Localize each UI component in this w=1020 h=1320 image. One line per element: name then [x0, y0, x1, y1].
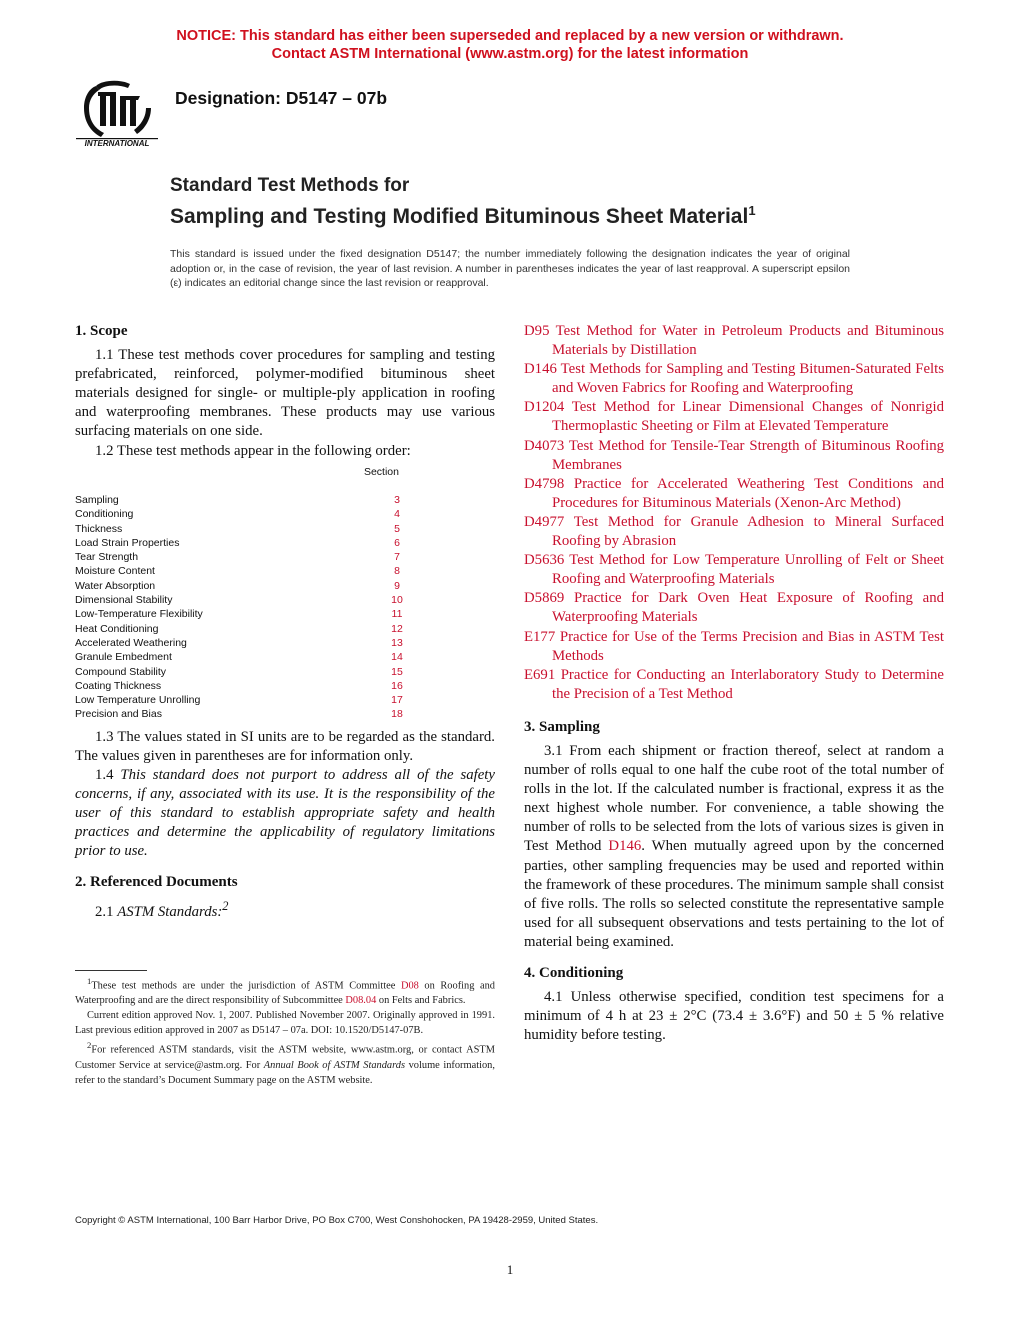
toc-item-name: Dimensional Stability [75, 594, 173, 607]
toc-section-link[interactable]: 11 [391, 608, 403, 621]
toc-row [75, 550, 495, 564]
toc-row [75, 693, 495, 707]
toc-item-name: Conditioning [75, 508, 134, 521]
toc-item-name: Heat Conditioning [75, 622, 159, 635]
referenced-standards-list [524, 322, 944, 704]
toc-item-name: Thickness [75, 522, 123, 535]
footnote-rule [75, 970, 147, 971]
reference-title[interactable]: Practice for Accelerated Weathering Test Conditions and Procedures for Bituminous Materials (Xenon-Arc Method) [552, 475, 944, 511]
title-line-1: Standard Test Methods for [170, 175, 410, 196]
sampling-3-1: 3.1 From each shipment or fraction thereof, select at random a number of rolls equal to one half the cube root of the total number of rolls in the lot. If the calculated number is fractional, express it as the next highest whole number. For convenience, a table showing the number of rolls to be selected from the lots of various sizes is given in Test Method D146. When mutually agreed upon by the concerned parties, other sampling frequencies may be used and reported within the framework of these procedures. The minimum sample shall consist of five rolls. The rolls so selected constitute the representative sample used for all subsequent observations and tests pertaining to the lot of material being examined. [524, 742, 945, 950]
title-line-2: Sampling and Testing Modified Bituminous Sheet Material$^1$ [170, 203, 756, 228]
toc-section-link[interactable]: 17 [391, 694, 403, 707]
reference-item [524, 360, 944, 398]
toc-section-header: Section [363, 465, 399, 478]
toc-section-link[interactable]: 7 [394, 551, 400, 564]
reference-item [524, 513, 944, 551]
reference-title[interactable]: Test Method for Tensile-Tear Strength of Bituminous Roofing Membranes [552, 437, 944, 473]
scope-1-4: 1.4 This standard does not purport to address all of the safety concerns, if any, associated with its use. It is the responsibility of the user of this standard to establish appropriate safety and health practices and determine the applicability of regulatory limitations prior to use. [75, 766, 495, 860]
toc-section-link[interactable]: 8 [394, 565, 400, 578]
toc-row [75, 707, 495, 721]
withdrawn-notice [0, 27, 1020, 63]
notice-line-2: Contact ASTM International (www.astm.org) for the latest information [271, 46, 749, 62]
reference-code-link[interactable]: D5636 [524, 552, 565, 569]
document-title [170, 174, 756, 230]
reference-code-link[interactable]: D4977 [524, 513, 565, 530]
reference-item [524, 628, 944, 666]
scope-heading: 1. Scope [75, 323, 128, 339]
toc-row [75, 522, 495, 536]
toc-section-link[interactable]: 12 [391, 622, 403, 635]
reference-title[interactable]: Test Method for Low Temperature Unrolling of Felt or Sheet Roofing and Waterproofing Materials [552, 552, 944, 588]
footnote-1-edition: Current edition approved Nov. 1, 2007. Published November 2007. Originally approved in 1991. Last previous edition approved in 2007 as D5147 – 07a. DOI: 10.1520/D5147-07B. [75, 1010, 495, 1037]
toc-row [75, 536, 495, 550]
toc-item-name: Tear Strength [75, 551, 139, 564]
copyright-line: Copyright © ASTM International, 100 Barr Harbor Drive, PO Box C700, West Conshohocken, PA 19428-2959, United States. [75, 1215, 599, 1226]
reference-title[interactable]: Practice for Use of the Terms Precision and Bias in ASTM Test Methods [552, 628, 944, 664]
page-number: 1 [506, 1262, 514, 1277]
toc-item-name: Water Absorption [75, 579, 156, 592]
reference-code-link[interactable]: E691 [524, 666, 556, 683]
reference-title[interactable]: Practice for Conducting an Interlaboratory Study to Determine the Precision of a Test Method [552, 666, 944, 702]
toc-row [75, 593, 495, 607]
reference-title[interactable]: Test Methods for Sampling and Testing Bitumen-Saturated Felts and Woven Fabrics for Roofing and Waterproofing [552, 361, 944, 397]
reference-code-link[interactable]: D5869 [524, 590, 565, 607]
reference-code-link[interactable]: D146 [524, 361, 557, 378]
footnote-1: $^1$These test methods are under the jurisdiction of ASTM Committee D08 on Roofing and Waterproofing and are the direct responsibility of Subcommittee D08.04 on Felts and Fabrics. [75, 976, 495, 1007]
toc-section-link[interactable]: 13 [391, 636, 403, 649]
toc-item-name: Load Strain Properties [75, 536, 180, 549]
toc-item-name: Coating Thickness [75, 679, 162, 692]
scope-1-2: 1.2 These test methods appear in the following order: [95, 442, 411, 459]
toc-section-link[interactable]: 14 [391, 651, 403, 664]
reference-title[interactable]: Test Method for Water in Petroleum Products and Bituminous Materials by Distillation [552, 323, 944, 359]
reference-title[interactable]: Test Method for Granule Adhesion to Mineral Surfaced Roofing by Abrasion [552, 513, 944, 550]
toc-row [75, 665, 495, 679]
footnotes [75, 970, 495, 1088]
toc-section-link[interactable]: 10 [391, 594, 403, 607]
toc-section-link[interactable]: 6 [394, 536, 400, 549]
toc-item-name: Moisture Content [75, 565, 155, 578]
toc-row [75, 607, 495, 621]
toc-row [75, 507, 495, 521]
toc-row [75, 650, 495, 664]
section-order-table [75, 465, 495, 722]
reference-title[interactable]: Practice for Dark Oven Heat Exposure of Roofing and Waterproofing Materials [552, 590, 944, 626]
toc-section-link[interactable]: 5 [394, 522, 400, 535]
toc-row [75, 579, 495, 593]
toc-item-name: Granule Embedment [75, 651, 172, 664]
title-footnote-ref: 1 [748, 203, 756, 218]
reference-item [524, 666, 944, 704]
right-column [524, 322, 944, 1045]
notice-line-1: NOTICE: This standard has either been superseded and replaced by a new version or withdrawn. [176, 28, 844, 44]
toc-section-link[interactable]: 16 [391, 679, 403, 692]
reference-code-link[interactable]: D4798 [524, 475, 565, 492]
reference-code-link[interactable]: D1204 [524, 399, 565, 416]
reference-item [524, 475, 944, 513]
toc-item-name: Compound Stability [75, 665, 167, 678]
scope-1-3: 1.3 The values stated in SI units are to be regarded as the standard. The values given in parentheses are for information only. [75, 728, 495, 764]
logo-label: INTERNATIONAL [84, 139, 150, 148]
d08-04-link[interactable]: D08.04 [345, 995, 377, 1007]
reference-title[interactable]: Test Method for Linear Dimensional Changes of Nonrigid Thermoplastic Sheeting or Film at Elevated Temperature [552, 399, 945, 435]
footnote-2: $^2$For referenced ASTM standards, visit the ASTM website, www.astm.org, or contact ASTM Customer Service at service@astm.org. For Annual Book of ASTM Standards volume information, refer to the standard’s Document Summary page on the ASTM website. [75, 1040, 495, 1086]
toc-item-name: Low Temperature Unrolling [75, 694, 201, 707]
toc-section-link[interactable]: 18 [391, 708, 403, 721]
conditioning-4-1: 4.1 Unless otherwise specified, condition test specimens for a minimum of 4 h at 23 ± 2°C (73.4 ± 3.6°F) and 50 ± 5 % relative humidity before testing. [524, 989, 944, 1044]
toc-section-link[interactable]: 15 [391, 665, 403, 678]
issuance-note: This standard is issued under the fixed designation D5147; the number immediately following the designation indicates the year of original adoption or, in the case of revision, the year of last revision. A number in parentheses indicates the year of last reapproval. A superscript epsilon (ε) indicates an editorial change since the last revision or reapproval. [170, 248, 850, 289]
toc-section-link[interactable]: 3 [394, 493, 400, 506]
toc-item-name: Low-Temperature Flexibility [75, 608, 203, 621]
reference-code-link[interactable]: D95 [524, 323, 550, 339]
astm-logo [74, 78, 160, 150]
reference-item [524, 551, 944, 589]
toc-row [75, 636, 495, 650]
conditioning-heading: 4. Conditioning [524, 965, 624, 981]
toc-section-link[interactable]: 9 [394, 579, 400, 592]
toc-item-name: Sampling [75, 493, 119, 506]
reference-item [524, 398, 944, 436]
reference-item [524, 322, 944, 360]
sampling-heading: 3. Sampling [524, 718, 600, 735]
toc-row [75, 564, 495, 578]
referenced-2-1: 2.1 ASTM Standards:$^2$ [95, 899, 229, 921]
toc-row [75, 679, 495, 693]
reference-code-link[interactable]: D4073 [524, 437, 565, 454]
d146-link[interactable]: D146 [608, 838, 642, 855]
referenced-docs-heading: 2. Referenced Documents [75, 874, 238, 891]
designation: Designation: D5147 – 07b [175, 88, 388, 108]
toc-item-name: Precision and Bias [75, 708, 162, 721]
reference-code-link[interactable]: E177 [524, 628, 556, 645]
toc-row [75, 493, 495, 507]
d08-link[interactable]: D08 [400, 980, 419, 992]
toc-row [75, 622, 495, 636]
reference-item [524, 589, 944, 627]
toc-item-name: Accelerated Weathering [75, 636, 187, 649]
toc-section-link[interactable]: 4 [394, 508, 400, 521]
reference-item [524, 437, 944, 475]
scope-1-1: 1.1 These test methods cover procedures for sampling and testing prefabricated, reinforced, polymer-modified bituminous sheet materials designed for single- or multiple-ply application in roofing and waterproofing membranes. These products may use various surfacing materials on one side. [75, 347, 495, 440]
left-column [75, 322, 495, 922]
